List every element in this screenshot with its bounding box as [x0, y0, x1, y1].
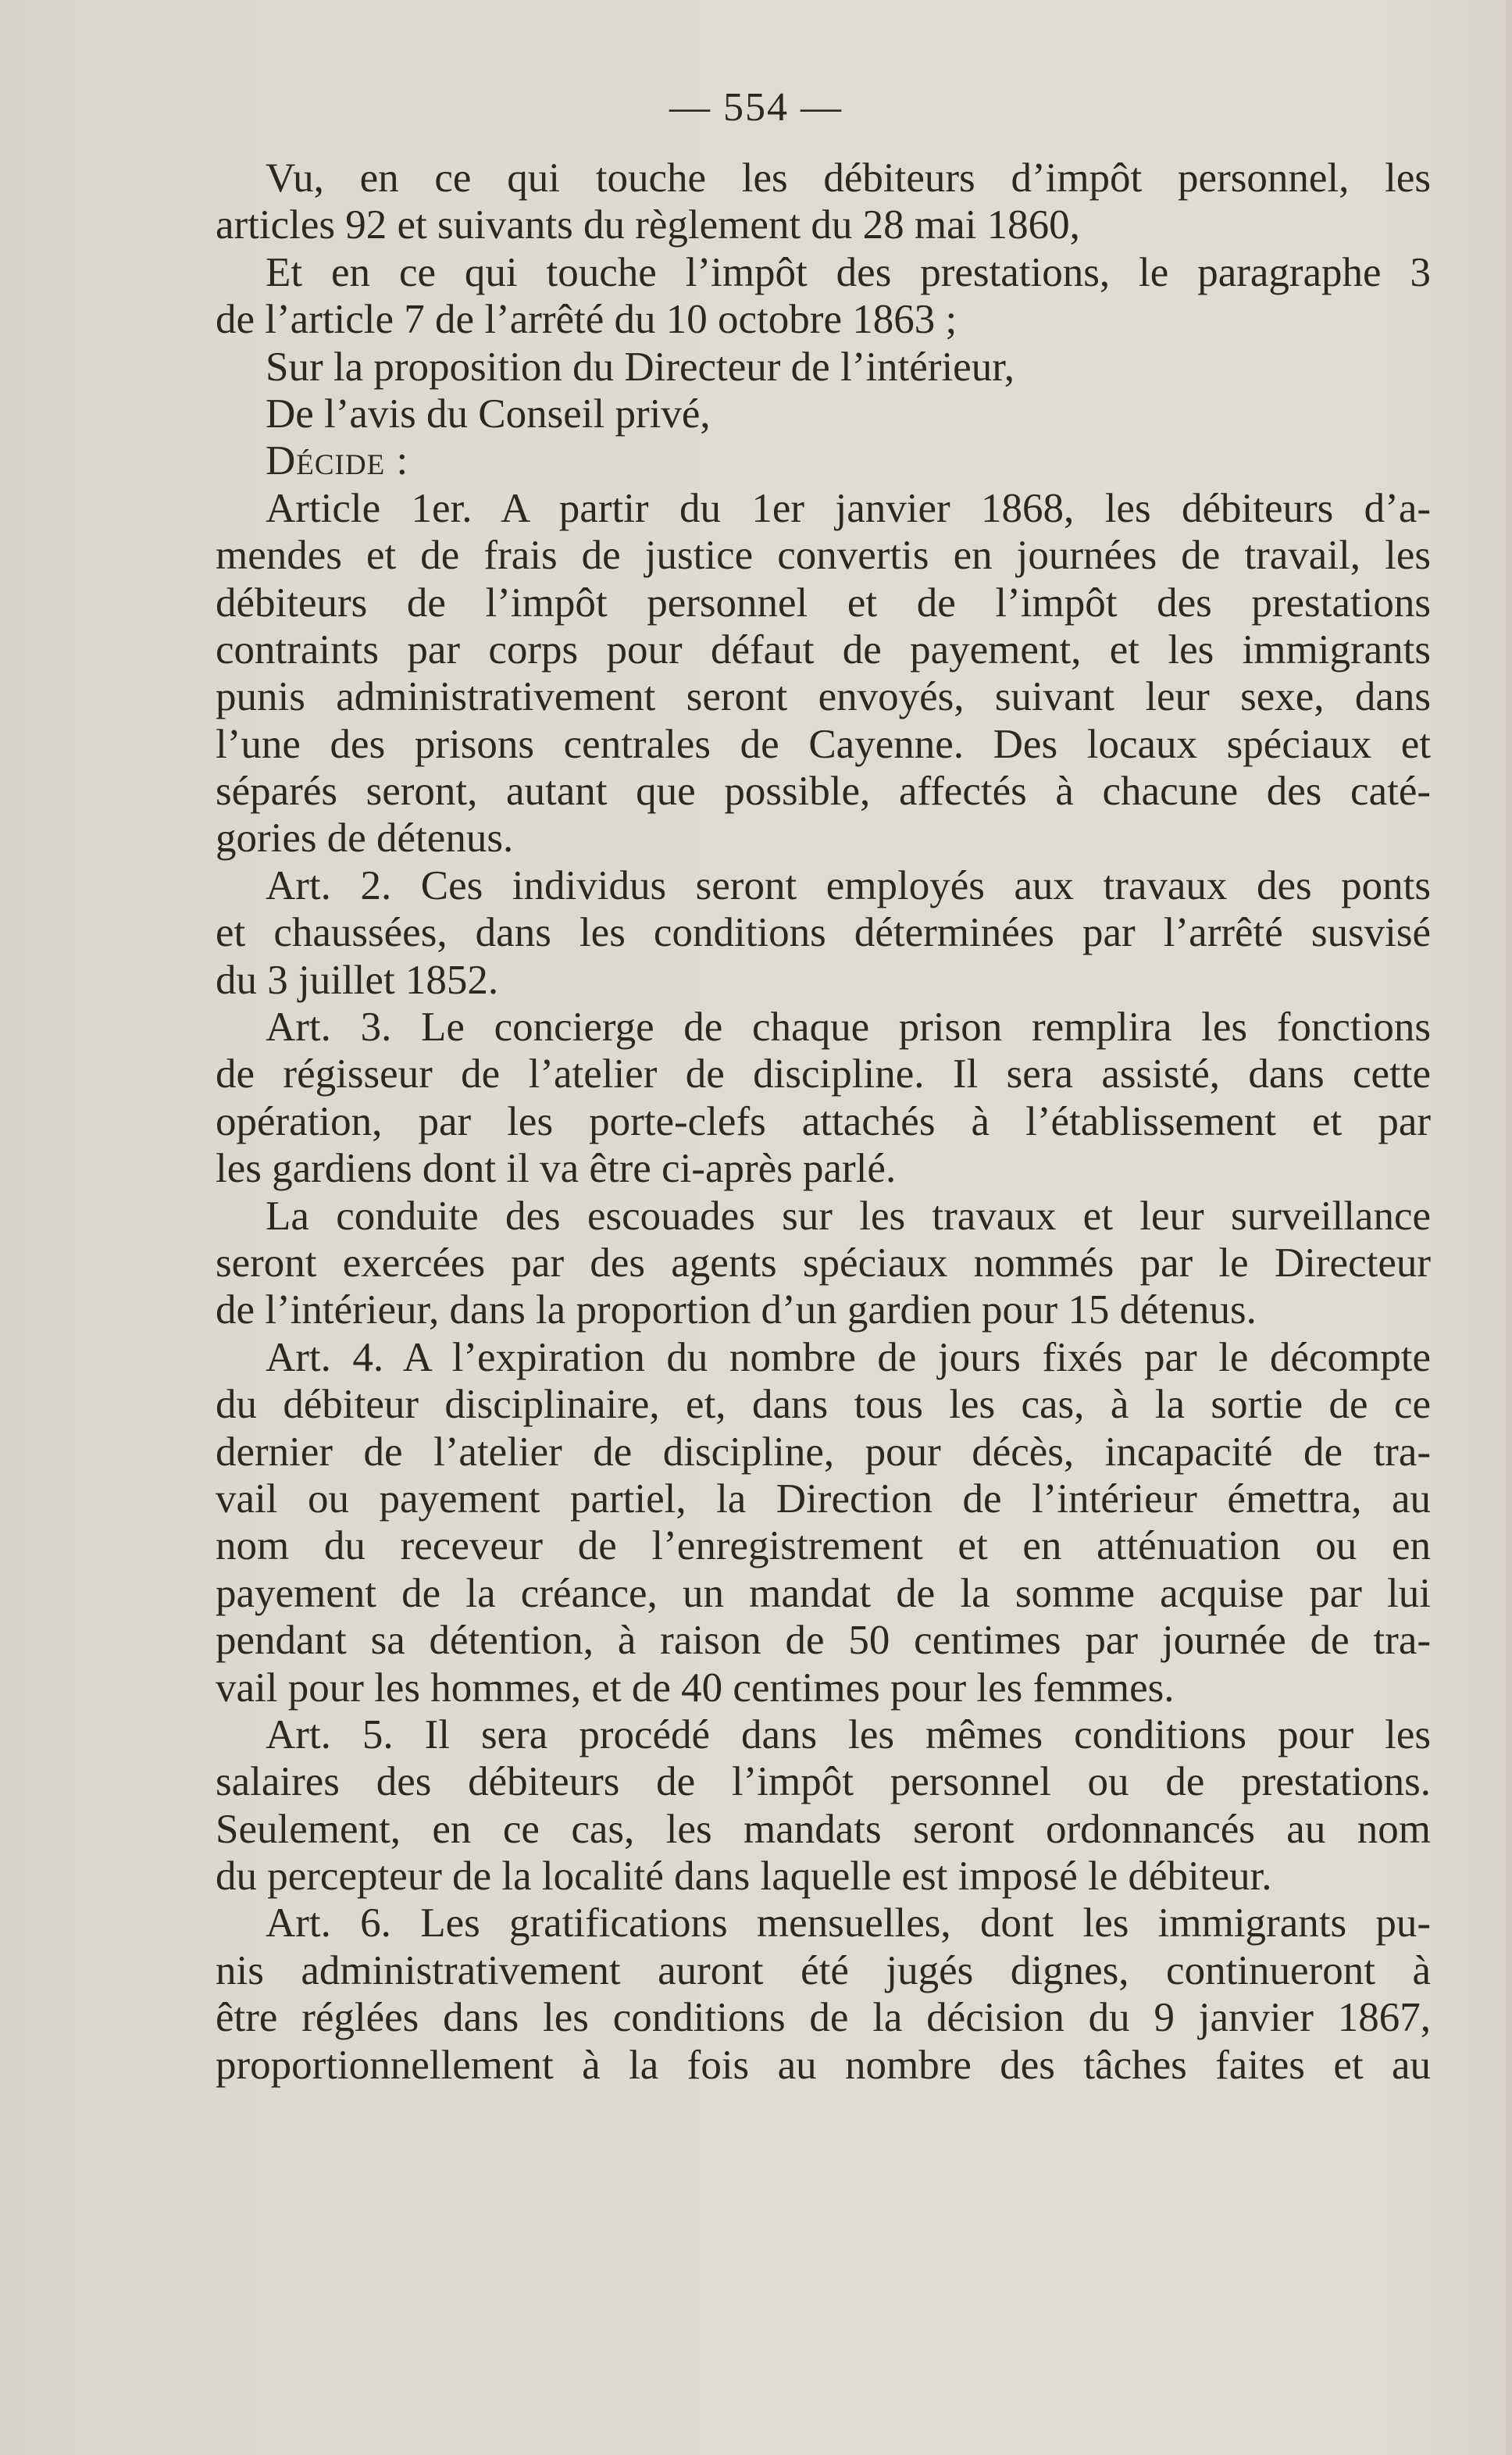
- text-line: Art. 6. Les gratifications mensuelles, dont les immigrants pu-: [266, 1900, 1431, 1947]
- text-line: Sur la proposition du Directeur de l’intérieur,: [266, 344, 1015, 390]
- text-line: salaires des débiteurs de l’impôt personnel ou de prestations.: [216, 1759, 1431, 1805]
- text-line: Seulement, en ce cas, les mandats seront ordonnancés au nom: [216, 1806, 1431, 1852]
- text-line: punis administrativement seront envoyés, suivant leur sexe, dans: [216, 674, 1431, 720]
- text-line: séparés seront, autant que possible, affectés à chacune des caté-: [216, 769, 1431, 815]
- text-line: Art. 2. Ces individus seront employés aux travaux des ponts: [266, 862, 1431, 908]
- text-line: pendant sa détention, à raison de 50 centimes par journée de tra-: [216, 1618, 1431, 1664]
- text-line: du débiteur disciplinaire, et, dans tous les cas, à la sortie de ce: [216, 1382, 1431, 1428]
- text-line: de l’article 7 de l’arrêté du 10 octobre 1863 ;: [216, 297, 957, 343]
- text-line: articles 92 et suivants du règlement du 28 mai 1860,: [216, 202, 1080, 248]
- text-line: contraints par corps pour défaut de payement, et les immigrants: [216, 626, 1431, 673]
- text-line: Décide :: [266, 438, 409, 484]
- text-line: nis administrativement auront été jugés dignes, continueront à: [216, 1947, 1431, 1993]
- text-line: nom du receveur de l’enregistrement et en atténuation ou en: [216, 1523, 1431, 1569]
- text-line: mendes et de frais de justice convertis en journées de travail, les: [216, 533, 1431, 579]
- text-line: gories de détenus.: [216, 815, 514, 862]
- text-line: débiteurs de l’impôt personnel et de l’impôt des prestations: [216, 580, 1431, 626]
- text-line: vail ou payement partiel, la Direction de l’intérieur émettra, au: [216, 1475, 1431, 1522]
- text-line: dernier de l’atelier de discipline, pour décès, incapacité de tra-: [216, 1429, 1431, 1475]
- text-line: opération, par les porte-clefs attachés à l’établissement et par: [216, 1098, 1431, 1144]
- text-line: Article 1er. A partir du 1er janvier 1868, les débiteurs d’a-: [266, 485, 1431, 531]
- page-edge: [1506, 0, 1512, 2455]
- text-line: payement de la créance, un mandat de la somme acquise par lui: [216, 1570, 1431, 1616]
- text-line: l’une des prisons centrales de Cayenne. Des locaux spéciaux et: [216, 721, 1431, 767]
- page-number: — 554 —: [669, 85, 843, 130]
- text-line: Vu, en ce qui touche les débiteurs d’impôt personnel, les: [266, 155, 1431, 201]
- text-line: Art. 4. A l’expiration du nombre de jours fixés par le décompte: [266, 1334, 1431, 1380]
- text-line: les gardiens dont il va être ci-après parlé.: [216, 1146, 897, 1192]
- text-line: De l’avis du Conseil privé,: [266, 391, 711, 437]
- text-line: vail pour les hommes, et de 40 centimes pour les femmes.: [216, 1665, 1175, 1711]
- text-line: de régisseur de l’atelier de discipline. Il sera assisté, dans cette: [216, 1051, 1431, 1097]
- text-line: La conduite des escouades sur les travaux et leur surveillance: [266, 1193, 1431, 1239]
- text-line: seront exercées par des agents spéciaux nommés par le Directeur: [216, 1240, 1431, 1286]
- text-line: et chaussées, dans les conditions déterminées par l’arrêté susvisé: [216, 910, 1431, 956]
- text-line: de l’intérieur, dans la proportion d’un gardien pour 15 détenus.: [216, 1287, 1257, 1333]
- text-line: du percepteur de la localité dans laquelle est imposé le débiteur.: [216, 1854, 1272, 1900]
- body-text: [216, 155, 1431, 2089]
- text-line: du 3 juillet 1852.: [216, 957, 499, 1003]
- text-line: proportionnellement à la fois au nombre des tâches faites et au: [216, 2042, 1431, 2088]
- text-line: Art. 3. Le concierge de chaque prison remplira les fonctions: [266, 1004, 1431, 1051]
- text-line: être réglées dans les conditions de la décision du 9 janvier 1867,: [216, 1995, 1431, 2041]
- text-line: Et en ce qui touche l’impôt des prestations, le paragraphe 3: [266, 249, 1431, 295]
- text-line: Art. 5. Il sera procédé dans les mêmes conditions pour les: [266, 1711, 1431, 1757]
